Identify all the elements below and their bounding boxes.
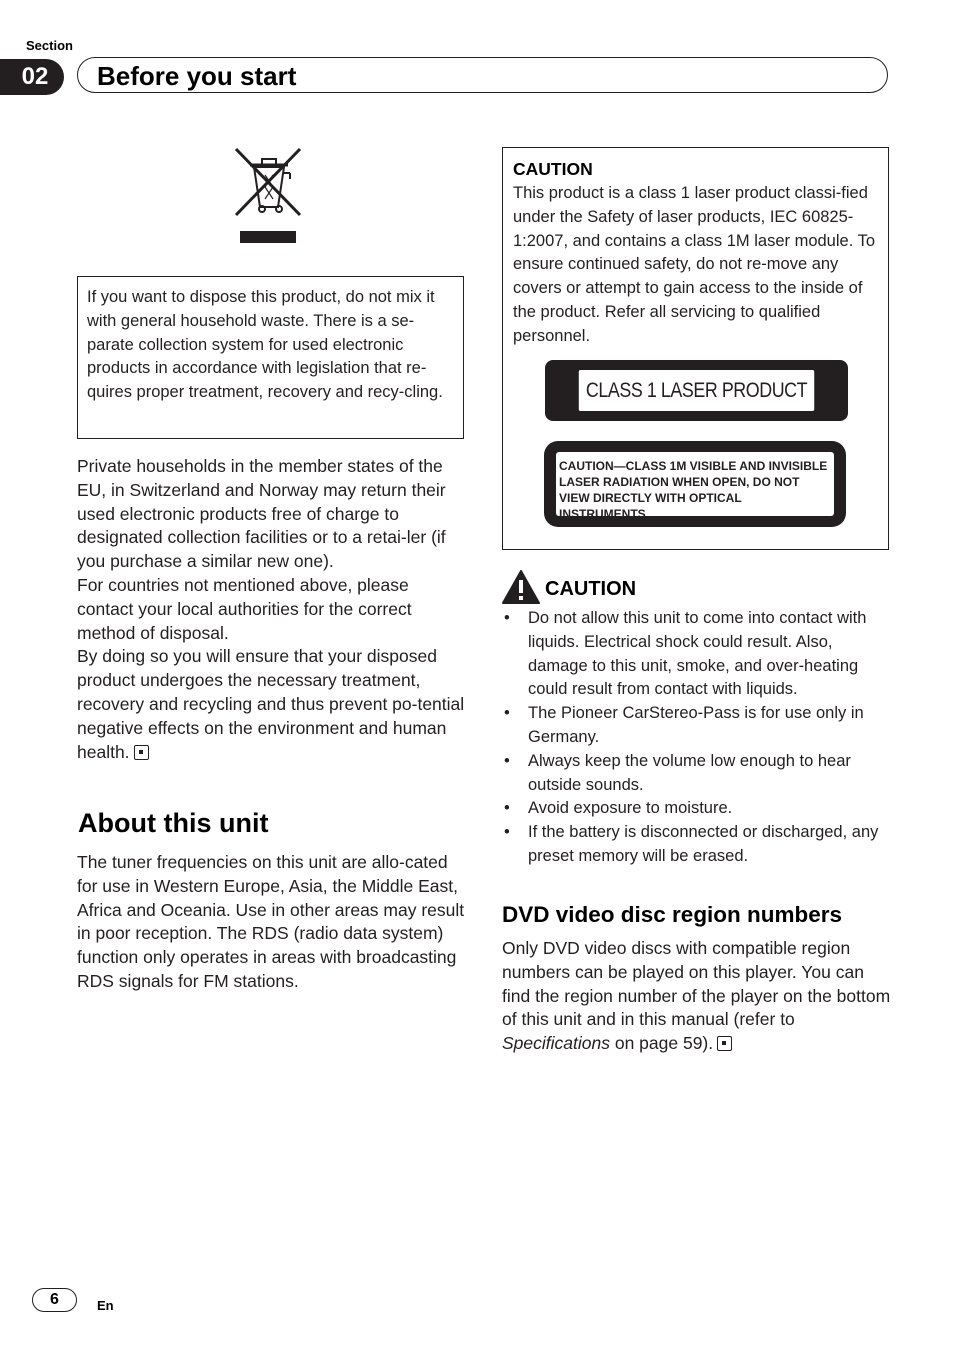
class1m-warning-label <box>544 441 846 527</box>
section-label: Section <box>26 38 73 53</box>
warning-triangle-icon <box>502 570 540 604</box>
list-item: • Do not allow this unit to come into contact with liquids. Electrical shock could result. Also, damage to this unit, smoke, and over-heating could result from contact with liquids. <box>502 607 892 702</box>
laser-caution-body: This product is a class 1 laser product classi-fied under the Safety of laser products, IEC 60825-1:2007, and contains a class 1M laser module. To ensure continued safety, do not re-move any covers or attempt to gain access to the inside of the product. Refer all servicing to qualified personnel. <box>513 184 875 345</box>
end-mark-icon <box>717 1036 732 1051</box>
disposal-paragraph-1: Private households in the member states of the EU, in Switzerland and Norway may return their used electronic products free of charge to designated collection facilities or to a retai-ler (if you purchase a similar new one). <box>77 456 446 572</box>
caution-list <box>502 607 892 869</box>
disposal-paragraph-2: For countries not mentioned above, please contact your local authorities for the correct method of disposal. <box>77 574 412 643</box>
list-item: • Avoid exposure to moisture. <box>502 797 892 821</box>
disposal-paragraphs <box>77 455 467 764</box>
dvd-region-body: Only DVD video discs with compatible region numbers can be played on this player. You can find the region number of the player on the bottom of this unit and in this manual (refer to Specifications on page 59). <box>502 938 891 1054</box>
list-item: • Always keep the volume low enough to hear outside sounds. <box>502 750 892 798</box>
disposal-paragraph-3: By doing so you will ensure that your disposed product undergoes the necessary treatment, recovery and recycling and thus prevent po-tential negative effects on the environment and human health. <box>77 646 465 762</box>
language-code: En <box>97 1298 114 1313</box>
list-item: • The Pioneer CarStereo-Pass is for use only in Germany. <box>502 702 892 750</box>
weee-crossed-bin-icon <box>232 145 304 245</box>
laser-caution-heading: CAUTION <box>513 159 593 179</box>
end-mark-icon <box>134 745 149 760</box>
dvd-region-heading: DVD video disc region numbers <box>502 902 843 927</box>
class1-laser-label <box>545 360 848 421</box>
caution-heading: CAUTION <box>545 578 637 600</box>
disposal-notice-text: If you want to dispose this product, do not mix it with general household waste. There is a se-parate collection system for used electronic products in accordance with legislation that re-quires proper treatment, recovery and recy-cling. <box>87 288 443 402</box>
class1-laser-label-text: CLASS 1 LASER PRODUCT <box>579 370 814 411</box>
about-body: The tuner frequencies on this unit are allo-cated for use in Western Europe, Asia, the Middle East, Africa and Oceania. Use in other areas may result in poor reception. The RDS (radio data system) function only operates in areas with broadcasting RDS signals for FM stations. <box>77 852 465 991</box>
about-heading: About this unit <box>78 808 269 838</box>
page-number: 6 <box>32 1288 77 1312</box>
page-title: Before you start <box>97 61 297 91</box>
section-number: 02 <box>0 59 64 95</box>
disposal-notice-box <box>77 276 464 439</box>
list-item: • If the battery is disconnected or discharged, any preset memory will be erased. <box>502 821 892 869</box>
class1m-warning-label-text: CAUTION—CLASS 1M VISIBLE AND INVISIBLE LASER RADIATION WHEN OPEN, DO NOT VIEW DIRECTLY WITH OPTICAL INSTRUMENTS. <box>556 452 834 516</box>
specifications-reference: Specifications <box>502 1033 610 1054</box>
